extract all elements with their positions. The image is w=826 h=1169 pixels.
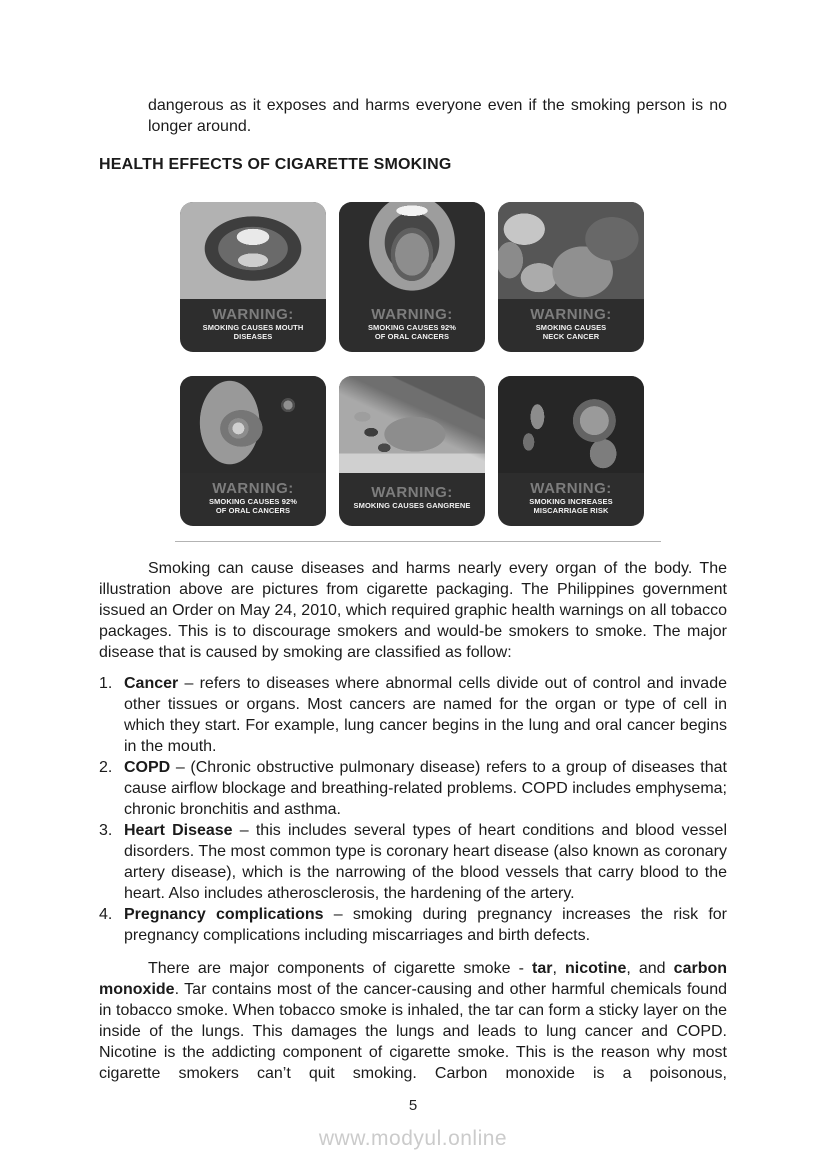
- paragraph-text: , and: [626, 960, 674, 977]
- section-heading: HEALTH EFFECTS OF CIGARETTE SMOKING: [99, 156, 452, 173]
- diseased-mouth-photo: [180, 202, 326, 299]
- miscarriage-fetus-photo: [498, 376, 644, 473]
- warning-caption-block: [180, 473, 326, 526]
- neck-cancer-photo: [498, 202, 644, 299]
- disease-term: COPD: [124, 759, 171, 776]
- list-item-number: 3.: [99, 822, 113, 839]
- disease-term: Heart Disease: [124, 822, 233, 839]
- warning-card-oral-cancers-face: [180, 376, 326, 526]
- intro-paragraph-fragment: dangerous as it exposes and harms everyone even if the smoking person is no longer around.: [148, 97, 727, 135]
- disease-term: Pregnancy complications: [124, 906, 324, 923]
- warning-card-gangrene: [339, 376, 485, 526]
- warning-caption: SMOKING INCREASES MISCARRIAGE RISK: [529, 496, 613, 515]
- disease-term: Cancer: [124, 675, 179, 692]
- disease-description: – refers to diseases where abnormal cells divide out of control and invade other tissues or organs. Most cancers are named for the organ or type of cell in which they start. For example, lung cancer begins in the lung and oral cancer begins in the mouth.: [124, 675, 727, 755]
- warning-card-miscarriage: [498, 376, 644, 526]
- oral-cancer-face-photo: [180, 376, 326, 473]
- list-item-text: [124, 820, 727, 904]
- term-carbon-monoxide: carbon monoxide: [99, 960, 728, 998]
- disease-description: – smoking during pregnancy increases the risk for pregnancy complications including miscarriages and birth defects.: [124, 906, 727, 944]
- page-number: 5: [408, 1097, 418, 1114]
- warning-card-neck-cancer: [498, 202, 644, 352]
- gangrene-foot-photo: [339, 376, 485, 473]
- list-item-number: 2.: [99, 759, 113, 776]
- list-item-text: [124, 673, 727, 757]
- list-item-cancer: [99, 673, 727, 757]
- warning-image-grid: [180, 202, 645, 526]
- warning-title: WARNING:: [371, 484, 453, 502]
- paragraph-text: ,: [552, 960, 565, 977]
- warning-caption: SMOKING CAUSES GANGRENE: [353, 501, 471, 511]
- paragraph-text: . Tar contains most of the cancer-causing and other harmful chemicals found in tobacco smoke. When tobacco smoke is inhaled, the tar can form a sticky layer on the inside of the lungs. This damages the lungs and leads to lung cancer and COPD. Nicotine is the addicting component of cigarette smoke. This is the reason why most cigarette smokers can’t quit smoking. Carbon monoxide is a poisonous,: [99, 981, 727, 1082]
- warning-card-oral-cancers: [339, 202, 485, 352]
- watermark: www.modyul.online: [318, 1127, 508, 1150]
- warning-caption-block: [180, 299, 326, 352]
- list-item-text: [124, 904, 727, 946]
- warning-caption-block: [498, 473, 644, 526]
- warning-title: WARNING:: [212, 479, 294, 497]
- smoke-components-paragraph: [99, 958, 727, 1084]
- list-item-copd: [99, 757, 727, 820]
- warning-caption: SMOKING CAUSES 92% OF ORAL CANCERS: [208, 496, 298, 515]
- disease-description: – (Chronic obstructive pulmonary disease) refers to a group of diseases that cause airflow blockage and breathing-related problems. COPD includes emphysema; chronic bronchitis and asthma.: [124, 759, 727, 818]
- warning-title: WARNING:: [371, 305, 453, 323]
- warning-title: WARNING:: [212, 305, 294, 323]
- term-nicotine: nicotine: [565, 960, 627, 977]
- term-tar: tar: [532, 960, 553, 977]
- disease-list: [99, 673, 727, 946]
- paragraph-text: There are major components of cigarette smoke -: [148, 960, 532, 977]
- disease-description: – this includes several types of heart conditions and blood vessel disorders. The most common type is coronary heart disease (also known as coronary artery disease), which is the narrowing of the blood vessels that carry blood to the heart. Also includes atherosclerosis, the hardening of the artery.: [124, 822, 728, 902]
- warning-title: WARNING:: [530, 305, 612, 323]
- warning-caption: SMOKING CAUSES MOUTH DISEASES: [202, 322, 304, 341]
- warning-caption-block: [339, 473, 485, 526]
- list-item-number: 4.: [99, 906, 113, 923]
- list-item-pregnancy-complications: [99, 904, 727, 946]
- list-item-number: 1.: [99, 675, 113, 692]
- warning-caption: SMOKING CAUSES NECK CANCER: [535, 322, 607, 341]
- warning-card-mouth-diseases: [180, 202, 326, 352]
- oral-cancer-mouth-photo: [339, 202, 485, 299]
- warning-caption: SMOKING CAUSES 92% OF ORAL CANCERS: [367, 322, 457, 341]
- warning-caption-block: [498, 299, 644, 352]
- warning-caption-block: [339, 299, 485, 352]
- horizontal-divider: [175, 541, 661, 542]
- list-item-heart-disease: [99, 820, 727, 904]
- smoking-overview-paragraph: Smoking can cause diseases and harms nearly every organ of the body. The illustration above are pictures from cigarette packaging. The Philippines government issued an Order on May 24, 2010, which required graphic health warnings on all tobacco packages. This is to discourage smokers and would-be smokers to smoke. The major disease that is caused by smoking are classified as follow:: [99, 560, 727, 661]
- warning-title: WARNING:: [530, 479, 612, 497]
- list-item-text: [124, 757, 727, 820]
